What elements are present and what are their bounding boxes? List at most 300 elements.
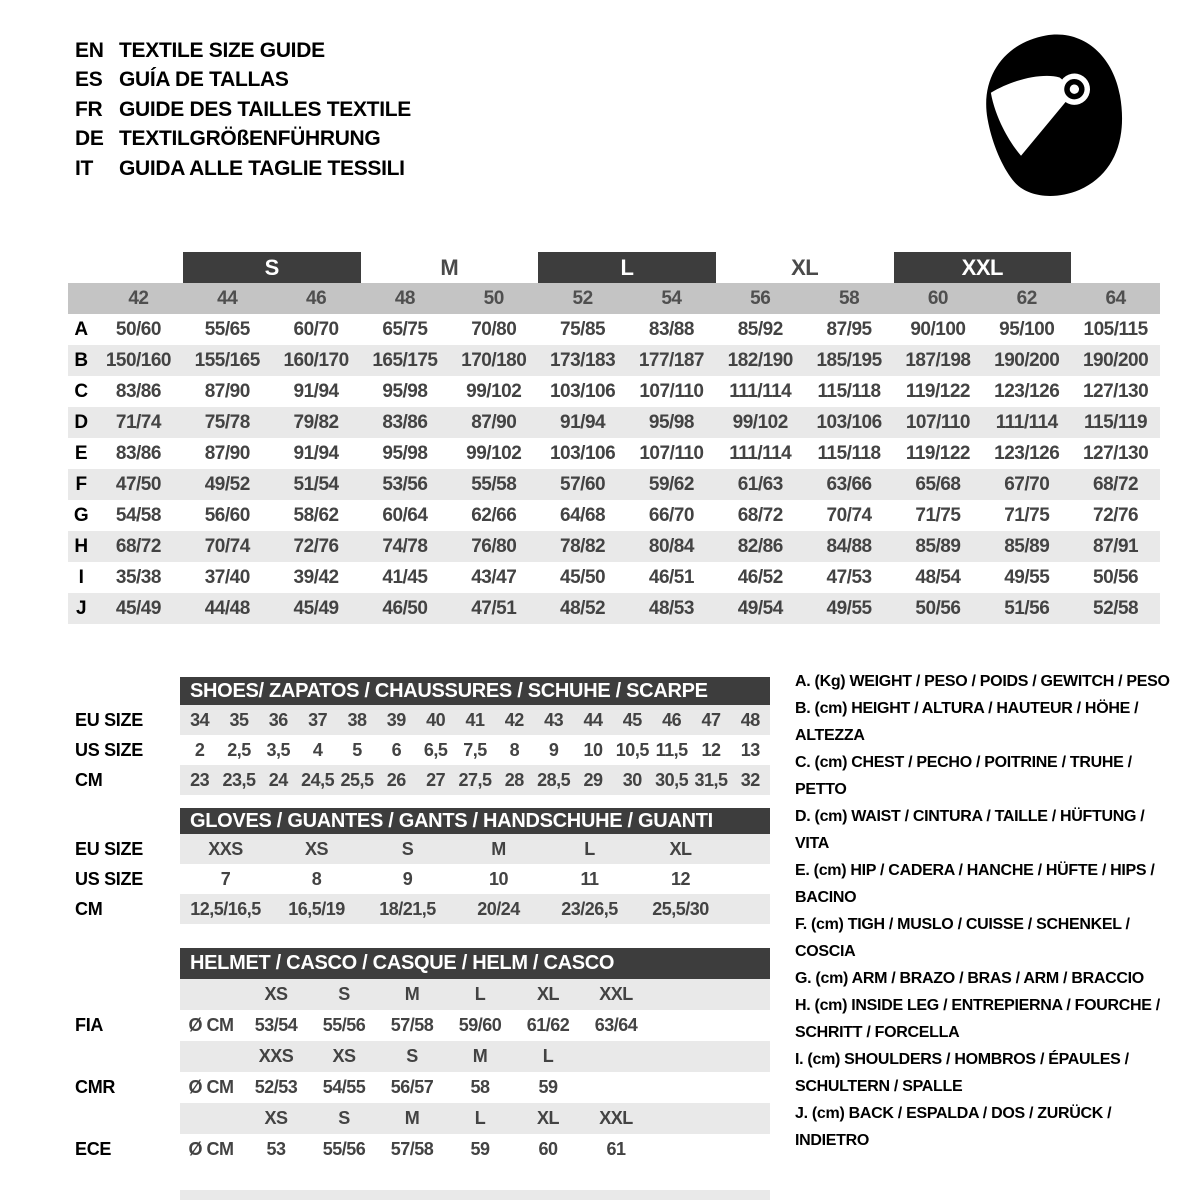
size-value-cell: 35 xyxy=(229,709,249,730)
size-value-cell: 46/50 xyxy=(361,593,450,624)
row-label: B xyxy=(68,345,94,376)
size-value-cell: 103/106 xyxy=(805,407,894,438)
size-value-cell: 52/58 xyxy=(1071,593,1160,624)
size-value-cell xyxy=(582,1041,650,1072)
spacer xyxy=(75,677,180,705)
row-label: D xyxy=(68,407,94,438)
size-value-cell: 99/102 xyxy=(466,380,522,402)
size-value-cell: XS xyxy=(264,1108,288,1128)
gloves-table-row xyxy=(75,834,770,864)
row-values xyxy=(180,1010,770,1041)
size-value-cell: 10 xyxy=(583,739,603,760)
size-value-cell: 49/54 xyxy=(716,593,805,624)
size-value-cell: 49/52 xyxy=(183,469,272,500)
legend-item: H. (cm) INSIDE LEG / ENTREPIERNA / FOURCHE / SCHRITT / FORCELLA xyxy=(795,997,1160,1041)
size-value-cell: 3,5 xyxy=(266,739,291,760)
size-value-cell: 115/118 xyxy=(817,380,881,402)
spacer xyxy=(75,1041,180,1072)
size-value-cell: 57/58 xyxy=(390,1139,434,1159)
row-label: US SIZE xyxy=(75,868,143,889)
size-value-cell: 61 xyxy=(606,1139,626,1159)
size-value-cell: 79/82 xyxy=(272,407,361,438)
size-value-cell: 51/54 xyxy=(272,469,361,500)
size-value-cell: M xyxy=(404,1108,420,1128)
size-value-cell: 56/57 xyxy=(390,1077,434,1097)
corner-spacer xyxy=(68,252,94,283)
size-value-cell: 28 xyxy=(504,769,524,790)
measurement-legend xyxy=(795,668,1177,1154)
size-value-cell: 53/56 xyxy=(361,469,450,500)
size-value-cell: 24 xyxy=(268,769,288,790)
size-value-cell: 37 xyxy=(308,709,328,730)
legend-item: D. (cm) WAIST / CINTURA / TAILLE / HÜFTUNG / VITA xyxy=(795,808,1145,852)
size-value-cell: 95/98 xyxy=(382,380,428,402)
language-row xyxy=(75,36,411,66)
size-value-cell: 65/75 xyxy=(382,318,428,340)
size-value-cell: 12 xyxy=(701,739,721,760)
size-value-cell: 11 xyxy=(580,868,599,889)
size-value-cell: 2 xyxy=(194,739,205,760)
column-header: 48 xyxy=(361,283,450,314)
row-values xyxy=(180,864,770,894)
legend-item: C. (cm) CHEST / PECHO / POITRINE / TRUHE / PETTO xyxy=(795,754,1132,798)
row-label: CM xyxy=(75,769,103,790)
size-value-cell: 119/122 xyxy=(905,442,970,464)
size-value-cell: L xyxy=(584,838,595,859)
size-value-cell: 111/114 xyxy=(982,407,1071,438)
legend-item: G. (cm) ARM / BRAZO / BRAS / ARM / BRACCIO xyxy=(795,970,1144,987)
size-value-cell: 63/64 xyxy=(594,1015,638,1035)
shoes-table-row xyxy=(75,765,770,795)
size-value-cell: 60 xyxy=(538,1139,558,1159)
size-value-cell: 11,5 xyxy=(655,739,688,760)
size-group-header: XXL xyxy=(894,252,1072,283)
size-value-cell: 84/88 xyxy=(805,531,894,562)
size-value-cell: XXL xyxy=(599,984,633,1004)
language-row xyxy=(75,125,411,155)
legend-item: A. (Kg) WEIGHT / PESO / POIDS / GEWITCH / PESO xyxy=(795,673,1170,690)
size-value-cell: 65/68 xyxy=(894,469,983,500)
legend-item: J. (cm) BACK / ESPALDA / DOS / ZURÜCK / INDIETRO xyxy=(795,1105,1112,1149)
size-value-cell: 12 xyxy=(670,868,691,889)
gloves-table-row xyxy=(75,864,770,894)
size-value-cell: 91/94 xyxy=(538,407,627,438)
size-value-cell: 68/72 xyxy=(94,531,183,562)
spacer xyxy=(75,1103,180,1134)
size-value-cell: 55/65 xyxy=(204,318,250,340)
size-value-cell: 68/72 xyxy=(1071,469,1160,500)
size-value-cell: 16,5/19 xyxy=(288,898,345,919)
size-value-cell: 10,5 xyxy=(615,739,649,760)
size-value-cell: Ø CM xyxy=(188,1015,234,1035)
size-value-cell: 103/106 xyxy=(549,442,616,464)
size-value-cell: XS xyxy=(332,1046,356,1066)
size-value-cell: 30 xyxy=(622,769,642,790)
size-value-cell: 83/86 xyxy=(361,407,450,438)
size-value-cell: 46/52 xyxy=(737,566,783,588)
size-value-cell: 45 xyxy=(622,709,642,730)
size-value-cell: 165/175 xyxy=(361,345,450,376)
size-value-cell: 9 xyxy=(548,739,559,760)
helmet-table-row xyxy=(75,1041,770,1072)
size-value-cell: 160/170 xyxy=(272,345,361,376)
size-value-cell: 54/58 xyxy=(115,504,161,526)
helmet-table-row xyxy=(75,979,770,1010)
row-values xyxy=(180,834,770,864)
language-row xyxy=(75,95,411,125)
row-values xyxy=(180,1041,770,1072)
size-value-cell: 18/21,5 xyxy=(379,898,436,919)
size-value-cell: 119/122 xyxy=(905,380,970,402)
size-value-cell: L xyxy=(474,1108,486,1128)
column-header: 46 xyxy=(272,283,361,314)
size-value-cell: 5 xyxy=(352,739,362,760)
size-value-cell: 32 xyxy=(740,769,760,790)
column-header: 54 xyxy=(627,283,716,314)
size-value-cell: 45/50 xyxy=(560,566,606,588)
column-header: 62 xyxy=(982,283,1071,314)
size-value-cell: 59/60 xyxy=(458,1015,502,1035)
size-value-cell: 87/90 xyxy=(449,407,538,438)
size-value-cell: 46/51 xyxy=(648,566,694,588)
size-value-cell: M xyxy=(472,1046,488,1066)
size-value-cell: 115/119 xyxy=(1071,407,1160,438)
spacer xyxy=(75,808,180,834)
size-value-cell: 25,5/30 xyxy=(652,898,709,919)
legend-item: E. (cm) HIP / CADERA / HANCHE / HÜFTE / HIPS / BACINO xyxy=(795,862,1155,906)
size-value-cell: 111/114 xyxy=(729,380,792,402)
size-value-cell: 34 xyxy=(190,709,210,730)
size-value-cell: 87/90 xyxy=(204,442,250,464)
size-value-cell: 13 xyxy=(740,739,760,760)
size-value-cell: 105/115 xyxy=(1083,318,1148,340)
size-value-cell: 26 xyxy=(386,769,406,790)
size-value-cell: 87/90 xyxy=(204,380,250,402)
row-label: EU SIZE xyxy=(75,838,143,859)
size-value-cell: 95/98 xyxy=(627,407,716,438)
column-header: 58 xyxy=(805,283,894,314)
size-value-cell: 51/56 xyxy=(982,593,1071,624)
size-value-cell: 78/82 xyxy=(538,531,627,562)
row-label: EU SIZE xyxy=(75,709,143,730)
size-value-cell: 95/100 xyxy=(999,318,1055,340)
helmet-table-row xyxy=(75,1010,770,1041)
column-header-spacer xyxy=(68,283,94,314)
row-label: G xyxy=(73,504,89,526)
size-value-cell: 8 xyxy=(311,868,322,889)
racing-helmet-icon xyxy=(972,26,1134,198)
size-value-cell: 43/47 xyxy=(471,566,517,588)
size-value-cell: 155/165 xyxy=(183,345,272,376)
language-title: TEXTILGRÖßENFÜHRUNG xyxy=(119,127,381,151)
size-value-cell: 54/55 xyxy=(322,1077,366,1097)
size-value-cell: 123/126 xyxy=(994,442,1060,464)
size-value-cell: 59 xyxy=(538,1077,558,1097)
size-value-cell: 47 xyxy=(701,709,721,730)
size-value-cell: 56/60 xyxy=(204,504,250,526)
row-label: A xyxy=(74,318,88,340)
row-values xyxy=(180,705,770,735)
size-value-cell: 49/55 xyxy=(805,593,894,624)
size-value-cell: 45/49 xyxy=(272,593,361,624)
size-value-cell: 2,5 xyxy=(227,739,251,760)
size-group-spacer xyxy=(94,252,183,283)
size-value-cell: 55/56 xyxy=(322,1139,366,1159)
size-value-cell: S xyxy=(401,838,414,859)
language-code: EN xyxy=(75,38,104,62)
size-value-cell: 35/38 xyxy=(115,566,161,588)
language-title-block xyxy=(75,36,411,184)
helmet-table-row xyxy=(75,1134,770,1165)
size-value-cell: 36 xyxy=(268,709,288,730)
language-title: GUÍA DE TALLAS xyxy=(119,68,289,92)
size-value-cell: 71/74 xyxy=(94,407,183,438)
size-value-cell: 71/75 xyxy=(1004,504,1050,526)
size-value-cell: 185/195 xyxy=(805,345,894,376)
size-value-cell: Ø CM xyxy=(188,1077,234,1097)
language-title: TEXTILE SIZE GUIDE xyxy=(119,38,325,62)
language-code: ES xyxy=(75,68,103,92)
size-value-cell: 59 xyxy=(470,1139,490,1159)
size-value-cell: 111/114 xyxy=(729,442,792,464)
size-value-cell: 85/92 xyxy=(737,318,783,340)
size-value-cell: 43 xyxy=(544,709,564,730)
size-value-cell: 37/40 xyxy=(204,566,250,588)
size-value-cell: 190/200 xyxy=(982,345,1071,376)
size-group-header: XL xyxy=(791,254,819,280)
size-value-cell: 57/60 xyxy=(538,469,627,500)
size-value-cell: 47/53 xyxy=(826,566,872,588)
size-value-cell: 27,5 xyxy=(458,769,492,790)
size-value-cell: 150/160 xyxy=(94,345,183,376)
size-value-cell: 6 xyxy=(391,739,402,760)
row-label: J xyxy=(68,593,94,624)
size-value-cell: 7,5 xyxy=(463,739,487,760)
size-value-cell: 41/45 xyxy=(382,566,428,588)
size-value-cell: 27 xyxy=(426,769,446,790)
size-value-cell: 61/63 xyxy=(716,469,805,500)
legend-item: F. (cm) TIGH / MUSLO / CUISSE / SCHENKEL / COSCIA xyxy=(795,916,1130,960)
size-value-cell: 38 xyxy=(347,709,367,730)
size-value-cell xyxy=(180,1103,242,1134)
size-value-cell: 72/76 xyxy=(1093,504,1139,526)
size-value-cell: 23/26,5 xyxy=(561,898,618,919)
size-value-cell: 42 xyxy=(504,709,524,730)
size-value-cell: 45/49 xyxy=(94,593,183,624)
shoes-table-row xyxy=(75,735,770,765)
row-label: US SIZE xyxy=(75,739,143,760)
column-header: 44 xyxy=(183,283,272,314)
size-value-cell xyxy=(582,1072,650,1103)
size-value-cell: 173/183 xyxy=(538,345,627,376)
size-value-cell: XL xyxy=(536,1108,559,1128)
helmet-size-table xyxy=(75,948,770,1165)
row-label: ECE xyxy=(75,1139,112,1159)
size-value-cell: 12,5/16,5 xyxy=(190,898,261,919)
size-value-cell: 55/58 xyxy=(449,469,538,500)
size-value-cell: M xyxy=(491,838,506,859)
bottom-divider-bar xyxy=(180,1190,770,1200)
size-group-header: M xyxy=(440,254,459,280)
size-value-cell: 41 xyxy=(465,709,485,730)
language-title: GUIDA ALLE TAGLIE TESSILI xyxy=(119,156,405,180)
size-value-cell: 67/70 xyxy=(982,469,1071,500)
row-values xyxy=(180,1072,770,1103)
size-value-cell: 40 xyxy=(426,709,446,730)
size-value-cell: 127/130 xyxy=(1082,380,1149,402)
size-value-cell: 99/102 xyxy=(716,407,805,438)
gloves-table-row xyxy=(75,894,770,924)
size-value-cell: 70/74 xyxy=(183,531,272,562)
size-value-cell: 25,5 xyxy=(340,769,374,790)
size-value-cell: 187/198 xyxy=(894,345,983,376)
size-value-cell: 30,5 xyxy=(655,769,689,790)
row-values xyxy=(180,1103,770,1134)
size-value-cell: 58 xyxy=(470,1077,490,1097)
size-value-cell: S xyxy=(406,1046,418,1066)
size-value-cell: 90/100 xyxy=(910,318,966,340)
row-values xyxy=(180,894,770,924)
size-group-header: S xyxy=(183,252,361,283)
size-value-cell: 29 xyxy=(583,769,603,790)
size-value-cell: 31,5 xyxy=(694,769,728,790)
size-value-cell: 59/62 xyxy=(627,469,716,500)
legend-item: B. (cm) HEIGHT / ALTURA / HAUTEUR / HÖHE / ALTEZZA xyxy=(795,700,1139,744)
size-value-cell: 107/110 xyxy=(639,380,704,402)
size-group-header: L xyxy=(538,252,716,283)
size-value-cell: XL xyxy=(536,984,559,1004)
size-value-cell: 95/98 xyxy=(382,442,428,464)
size-value-cell: 47/50 xyxy=(94,469,183,500)
size-value-cell: XXS xyxy=(258,1046,294,1066)
size-value-cell: 75/78 xyxy=(183,407,272,438)
shoes-size-table xyxy=(75,677,770,795)
row-values xyxy=(180,1134,770,1165)
size-value-cell: 127/130 xyxy=(1082,442,1149,464)
size-value-cell: XL xyxy=(669,838,692,859)
size-value-cell: 44 xyxy=(583,709,603,730)
size-value-cell: 60/64 xyxy=(382,504,428,526)
size-value-cell: 82/86 xyxy=(716,531,805,562)
size-value-cell: 23,5 xyxy=(222,769,256,790)
size-value-cell: XXL xyxy=(599,1108,633,1128)
size-value-cell: 64/68 xyxy=(560,504,606,526)
size-value-cell: 28,5 xyxy=(537,769,571,790)
size-value-cell: 48/52 xyxy=(538,593,627,624)
language-row xyxy=(75,154,411,184)
size-value-cell: S xyxy=(338,984,350,1004)
column-header: 64 xyxy=(1071,283,1160,314)
size-value-cell: 99/102 xyxy=(466,442,522,464)
size-value-cell: 68/72 xyxy=(737,504,783,526)
size-value-cell: 8 xyxy=(509,739,520,760)
size-value-cell: 83/86 xyxy=(115,442,161,464)
column-header: 42 xyxy=(94,283,183,314)
gloves-table-title: GLOVES / GUANTES / GANTS / HANDSCHUHE / GUANTI xyxy=(180,808,770,834)
size-value-cell: 170/180 xyxy=(449,345,538,376)
size-value-cell: 75/85 xyxy=(560,318,606,340)
size-value-cell: 60/70 xyxy=(293,318,339,340)
column-header: 60 xyxy=(894,283,983,314)
size-value-cell: 115/118 xyxy=(817,442,881,464)
language-code: IT xyxy=(75,156,94,180)
size-value-cell: L xyxy=(474,984,486,1004)
size-value-cell: 10 xyxy=(488,868,509,889)
helmet-table-title: HELMET / CASCO / CASQUE / HELM / CASCO xyxy=(180,948,770,979)
spacer xyxy=(75,948,180,979)
size-value-cell: 83/86 xyxy=(115,380,161,402)
size-value-cell: 39/42 xyxy=(293,566,339,588)
language-row xyxy=(75,66,411,96)
size-value-cell xyxy=(180,1041,242,1072)
size-value-cell: 190/200 xyxy=(1071,345,1160,376)
row-label: F xyxy=(68,469,94,500)
row-values xyxy=(180,765,770,795)
legend-item: I. (cm) SHOULDERS / HOMBROS / ÉPAULES / SCHULTERN / SPALLE xyxy=(795,1051,1129,1095)
size-value-cell: 44/48 xyxy=(183,593,272,624)
row-values xyxy=(180,735,770,765)
size-value-cell: 48/54 xyxy=(915,566,961,588)
size-value-cell: 50/56 xyxy=(1093,566,1139,588)
size-value-cell xyxy=(180,979,242,1010)
language-title: GUIDE DES TAILLES TEXTILE xyxy=(119,97,411,121)
size-value-cell: 53 xyxy=(266,1139,286,1159)
size-value-cell: XS xyxy=(264,984,288,1004)
size-value-cell: 24,5 xyxy=(301,769,335,790)
size-value-cell: 87/91 xyxy=(1071,531,1160,562)
size-value-cell: 85/89 xyxy=(894,531,983,562)
size-value-cell: 47/51 xyxy=(449,593,538,624)
column-header: 56 xyxy=(716,283,805,314)
textile-size-table xyxy=(68,252,1160,624)
size-value-cell: 87/95 xyxy=(826,318,872,340)
size-value-cell: S xyxy=(338,1108,350,1128)
size-value-cell: 91/94 xyxy=(293,380,339,402)
helmet-table-row xyxy=(75,1103,770,1134)
spacer xyxy=(75,979,180,1010)
size-value-cell: 23 xyxy=(190,769,210,790)
language-code: DE xyxy=(75,127,104,151)
size-group-spacer xyxy=(1071,252,1160,283)
size-value-cell: 49/55 xyxy=(1004,566,1050,588)
column-header: 50 xyxy=(449,283,538,314)
shoes-table-title: SHOES/ ZAPATOS / CHAUSSURES / SCHUHE / SCARPE xyxy=(180,677,770,705)
row-label: CM xyxy=(75,898,103,919)
size-value-cell: 83/88 xyxy=(648,318,694,340)
gloves-size-table xyxy=(75,808,770,924)
row-values xyxy=(180,979,770,1010)
row-label: E xyxy=(74,442,88,464)
size-value-cell: 7 xyxy=(220,868,231,889)
row-label: H xyxy=(68,531,94,562)
size-value-cell: 71/75 xyxy=(915,504,961,526)
row-label: CMR xyxy=(75,1077,116,1097)
size-value-cell: 85/89 xyxy=(982,531,1071,562)
size-value-cell: 55/56 xyxy=(322,1015,366,1035)
size-value-cell: XXS xyxy=(208,838,243,859)
size-value-cell: 91/94 xyxy=(293,442,339,464)
size-value-cell: 72/76 xyxy=(272,531,361,562)
size-value-cell: 103/106 xyxy=(549,380,616,402)
size-value-cell: 46 xyxy=(662,709,682,730)
shoes-table-row xyxy=(75,705,770,735)
size-value-cell: 6,5 xyxy=(423,739,448,760)
size-value-cell: 50/56 xyxy=(894,593,983,624)
row-label: I xyxy=(78,566,84,588)
helmet-table-row xyxy=(75,1072,770,1103)
size-value-cell: 63/66 xyxy=(805,469,894,500)
size-value-cell: 70/80 xyxy=(471,318,517,340)
